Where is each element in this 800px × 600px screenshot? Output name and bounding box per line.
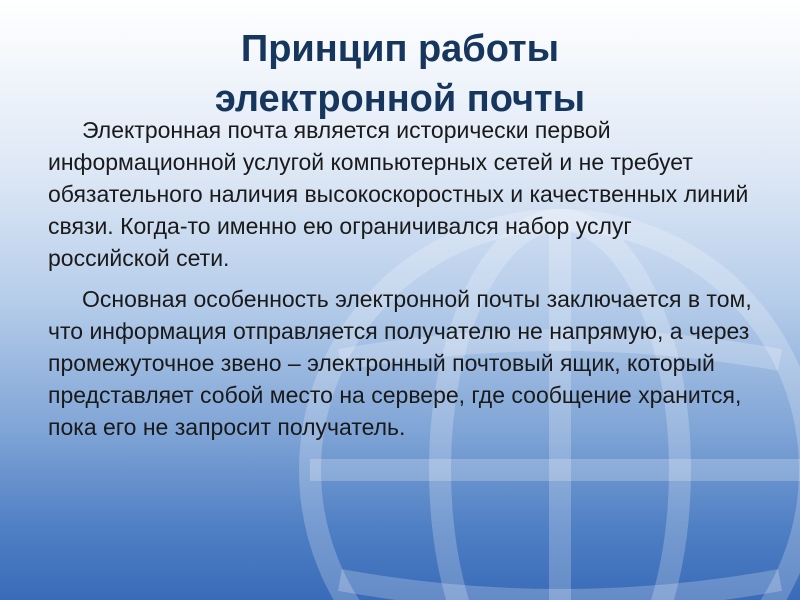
paragraph-1: Электронная почта является исторически первой информационной услугой компьютерных сетей и не требует обязательного наличия высокоскоростных и качественных линий связи. Когда-то именно ею ограничивался набор услуг российской сети. — [48, 117, 749, 271]
slide-title-line-2: электронной почты — [214, 78, 586, 120]
slide-title — [0, 24, 800, 124]
slide-title-line-1: Принцип работы — [240, 28, 560, 70]
slide-body — [48, 114, 758, 452]
paragraph-2: Основная особенность электронной почты заключается в том, что информация отправляется получателю не напрямую, а через промежуточное звено – электронный почтовый ящик, который представляет собой место на сервере, где сообщение хранится, пока его не запросит получатель. — [48, 286, 752, 440]
